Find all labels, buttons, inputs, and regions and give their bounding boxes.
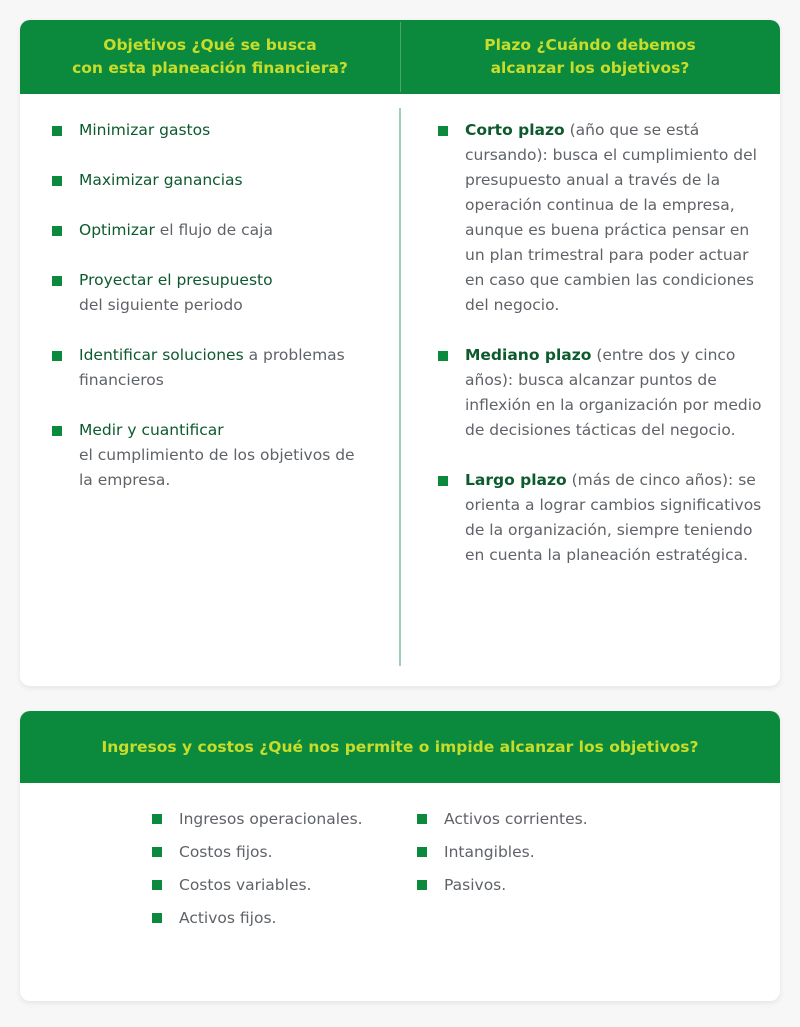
square-bullet-icon — [52, 426, 62, 436]
square-bullet-icon — [438, 126, 448, 136]
square-bullet-icon — [52, 226, 62, 236]
square-bullet-icon — [152, 880, 162, 890]
term-strong: Largo plazo — [465, 471, 567, 489]
list-item-label: Activos fijos. — [179, 909, 277, 927]
term-item-medium — [438, 343, 770, 443]
objectives-list — [52, 118, 372, 518]
list-item — [417, 807, 657, 831]
square-bullet-icon — [152, 847, 162, 857]
objectives-header — [20, 34, 400, 80]
income-costs-right-list — [417, 807, 657, 906]
term-rest: (entre dos y cinco años): busca alcanzar puntos de inflexión en la organización por medio de decisiones tácticas del negocio. — [465, 346, 762, 439]
square-bullet-icon — [417, 814, 427, 824]
square-bullet-icon — [417, 880, 427, 890]
square-bullet-icon — [438, 351, 448, 361]
list-item — [152, 807, 392, 831]
objective-strong: Optimizar — [79, 221, 155, 239]
square-bullet-icon — [152, 814, 162, 824]
term-header-line1: Plazo ¿Cuándo debemos — [484, 36, 696, 54]
income-costs-title: Ingresos y costos ¿Qué nos permite o impide alcanzar los objetivos? — [101, 738, 699, 756]
objective-strong: Proyectar el presupuesto — [79, 271, 273, 289]
square-bullet-icon — [417, 847, 427, 857]
list-item-label: Ingresos operacionales. — [179, 810, 363, 828]
square-bullet-icon — [438, 476, 448, 486]
objective-rest: a problemas financieros — [79, 346, 345, 389]
square-bullet-icon — [52, 176, 62, 186]
objective-strong: Maximizar ganancias — [79, 171, 243, 189]
term-header — [400, 34, 780, 80]
term-list — [438, 118, 770, 593]
list-item-label: Intangibles. — [444, 843, 535, 861]
list-item — [417, 873, 657, 897]
term-strong: Corto plazo — [465, 121, 565, 139]
square-bullet-icon — [52, 126, 62, 136]
objective-strong: Identificar soluciones — [79, 346, 244, 364]
objective-strong: Medir y cuantificar — [79, 421, 224, 439]
column-divider — [399, 108, 401, 666]
list-item-label: Activos corrientes. — [444, 810, 588, 828]
objective-item — [52, 268, 372, 318]
term-strong: Mediano plazo — [465, 346, 592, 364]
objectives-header-line2: con esta planeación financiera? — [72, 59, 348, 77]
list-item — [152, 906, 392, 930]
income-costs-left-list — [152, 807, 392, 939]
square-bullet-icon — [152, 913, 162, 923]
term-rest: (más de cinco años): se orienta a lograr cambios significativos de la organización, siempre teniendo en cuenta la planeación estratégica. — [465, 471, 762, 564]
square-bullet-icon — [52, 351, 62, 361]
income-costs-card — [20, 711, 780, 1001]
objective-strong: Minimizar gastos — [79, 121, 211, 139]
objective-item — [52, 118, 372, 143]
list-item-label: Costos fijos. — [179, 843, 273, 861]
objective-item — [52, 218, 372, 243]
list-item — [152, 873, 392, 897]
objective-item — [52, 168, 372, 193]
term-header-line2: alcanzar los objetivos? — [490, 59, 690, 77]
objective-item — [52, 418, 372, 493]
list-item-label: Pasivos. — [444, 876, 507, 894]
square-bullet-icon — [52, 276, 62, 286]
planning-header — [20, 20, 780, 94]
objective-rest: el cumplimiento de los objetivos de la empresa. — [79, 446, 355, 489]
objective-rest: el flujo de caja — [154, 221, 273, 239]
objective-item — [52, 343, 372, 393]
planning-body — [20, 94, 780, 686]
term-item-long — [438, 468, 770, 568]
income-costs-header — [20, 711, 780, 783]
term-item-short — [438, 118, 770, 318]
list-item-label: Costos variables. — [179, 876, 312, 894]
list-item — [417, 840, 657, 864]
objectives-header-line1: Objetivos ¿Qué se busca — [103, 36, 317, 54]
planning-card — [20, 20, 780, 686]
term-rest: (año que se está cursando): busca el cumplimiento del presupuesto anual a través de la operación continua de la empresa, aunque es buena práctica pensar en un plan trimestral para poder actuar en caso que cambien las condiciones del negocio. — [465, 121, 757, 314]
list-item — [152, 840, 392, 864]
objective-rest: del siguiente periodo — [79, 296, 243, 314]
